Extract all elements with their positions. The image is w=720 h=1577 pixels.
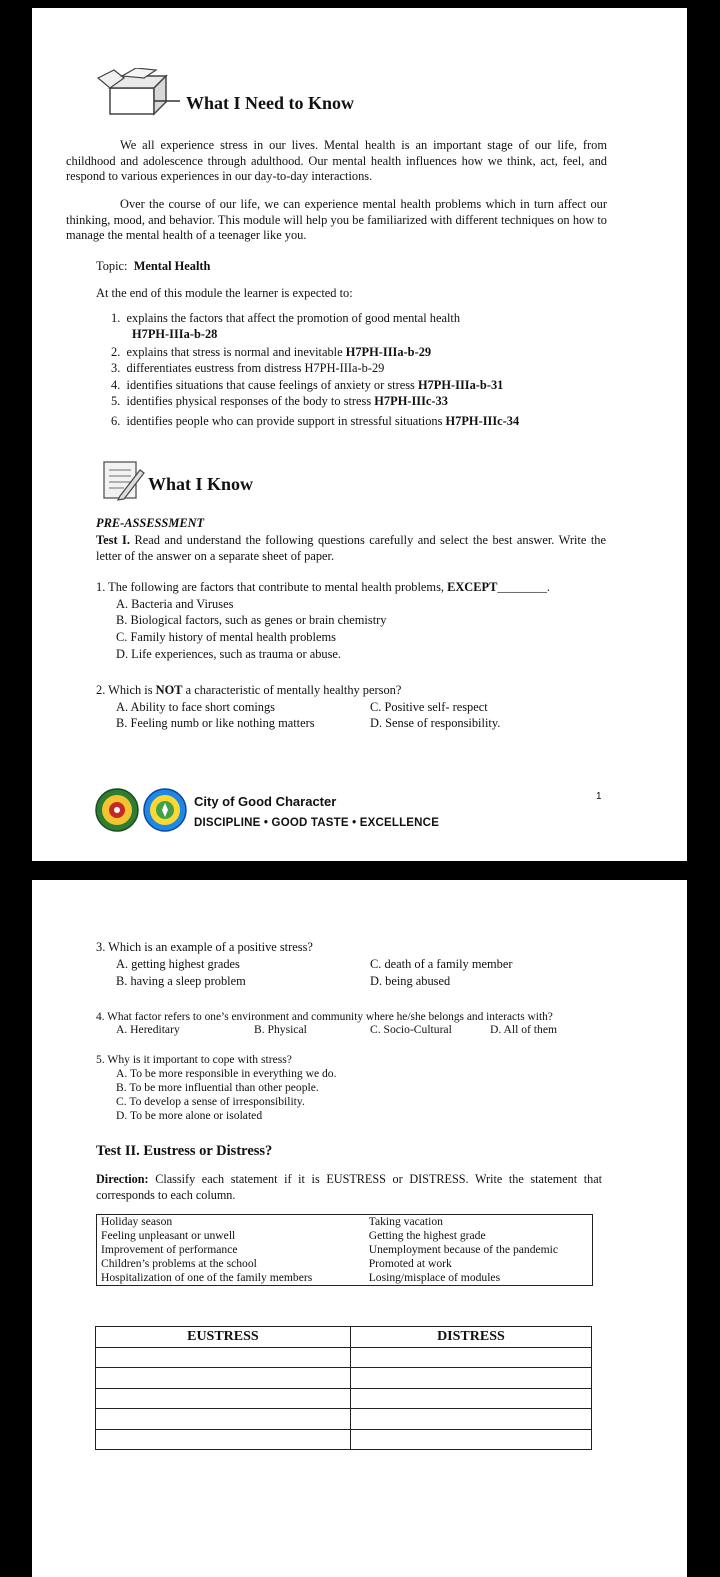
question-2-option-c: C. Positive self- respect (370, 700, 488, 714)
section-title-what-i-need-to-know: What I Need to Know (186, 93, 355, 113)
deped-seal-icon (94, 787, 140, 833)
page-number: 1 (596, 791, 602, 802)
eustress-answer-cell[interactable] (96, 1388, 351, 1409)
statement-cell: Taking vacation (368, 1215, 443, 1228)
question-4-option-b: B. Physical (254, 1023, 307, 1036)
question-5-option-a: A. To be more responsible in everything we do. (116, 1067, 337, 1080)
answer-row (96, 1388, 592, 1409)
objective-4: 4. identifies situations that cause feelings of anxiety or stress H7PH-IIIa-b-31 (111, 378, 504, 392)
question-2-option-b: B. Feeling numb or like nothing matters (116, 716, 315, 730)
eustress-answer-cell[interactable] (96, 1429, 351, 1450)
table-header-row (96, 1327, 592, 1348)
question-3-option-b: B. having a sleep problem (116, 974, 246, 988)
statement-row (97, 1257, 593, 1271)
pre-assessment-heading: PRE-ASSESSMENT (96, 516, 205, 530)
test1-instructions: Test I. Read and understand the following questions carefully and select the best answer. Write the letter of the answer on a separate sheet of paper. (96, 533, 606, 563)
answer-row (96, 1368, 592, 1389)
question-3-option-d: D. being abused (370, 974, 451, 988)
statement-row (97, 1271, 593, 1286)
question-1-option-a: A. Bacteria and Viruses (116, 597, 234, 611)
statement-cell: Holiday season (101, 1215, 173, 1228)
statement-row (97, 1215, 593, 1230)
section-title-what-i-know: What I Know (148, 474, 254, 494)
objective-3: 3. differentiates eustress from distress H7PH-IIIa-b-29 (111, 361, 385, 375)
answer-row (96, 1429, 592, 1450)
eustress-answer-cell[interactable] (96, 1368, 351, 1389)
topic-label: Topic: (96, 259, 128, 273)
question-4-option-a: A. Hereditary (116, 1023, 180, 1036)
objective-1-code: H7PH-IIIa-b-28 (132, 327, 218, 341)
question-2-option-a: A. Ability to face short comings (116, 700, 275, 714)
topic-line (96, 259, 210, 274)
test2-title: Test II. Eustress or Distress? (96, 1143, 273, 1159)
question-1-option-c: C. Family history of mental health problems (116, 630, 336, 644)
answer-row (96, 1347, 592, 1368)
test2-direction: Direction: Classify each statement if it is EUSTRESS or DISTRESS. Write the statement that corresponds to each column. (96, 1172, 603, 1202)
objectives-intro: At the end of this module the learner is expected to: (96, 286, 353, 300)
question-2-option-d: D. Sense of responsibility. (370, 716, 501, 730)
distress-answer-cell[interactable] (350, 1409, 591, 1430)
statements-table (96, 1214, 593, 1286)
eustress-distress-table (95, 1326, 592, 1450)
intro-paragraph-1: We all experience stress in our lives. Mental health is an important stage of our life, from childhood and adolescence through adulthood. Our mental health influences how we think, act, feel, and respond to various experiences in our day-to-day interactions. (66, 138, 607, 183)
eustress-answer-cell[interactable] (96, 1409, 351, 1430)
statement-row (97, 1229, 593, 1243)
answer-row (96, 1409, 592, 1430)
objective-5: 5. identifies physical responses of the body to stress H7PH-IIIc-33 (111, 394, 448, 408)
statement-cell: Children’s problems at the school (101, 1257, 257, 1270)
question-4-option-d: D. All of them (490, 1023, 557, 1036)
notepad-pencil-icon (100, 456, 146, 502)
topic-value: Mental Health (133, 259, 211, 273)
question-1-option-d: D. Life experiences, such as trauma or abuse. (116, 647, 342, 661)
distress-answer-cell[interactable] (350, 1429, 591, 1450)
question-1-stem: 1. The following are factors that contribute to mental health problems, EXCEPT________. (96, 580, 551, 594)
objective-6: 6. identifies people who can provide support in stressful situations H7PH-IIIc-34 (111, 414, 520, 428)
objective-1: 1. explains the factors that affect the promotion of good mental health (111, 311, 461, 325)
question-5-option-c: C. To develop a sense of irresponsibility. (116, 1095, 305, 1108)
statement-cell: Losing/misplace of modules (368, 1271, 501, 1284)
distress-answer-cell[interactable] (350, 1388, 591, 1409)
question-5-stem: 5. Why is it important to cope with stress? (96, 1053, 292, 1066)
question-3-option-a: A. getting highest grades (116, 957, 240, 971)
distress-answer-cell[interactable] (350, 1347, 591, 1368)
footer-motto: DISCIPLINE • GOOD TASTE • EXCELLENCE (194, 817, 440, 829)
question-5-option-b: B. To be more influential than other people. (116, 1081, 319, 1094)
question-5-option-d: D. To be more alone or isolated (116, 1109, 263, 1122)
document-page-1 (32, 8, 687, 861)
column-header-eustress: EUSTRESS (96, 1327, 351, 1348)
eustress-answer-cell[interactable] (96, 1347, 351, 1368)
objective-2: 2. explains that stress is normal and inevitable H7PH-IIIa-b-29 (111, 345, 432, 359)
question-3-stem: 3. Which is an example of a positive stress? (96, 940, 313, 954)
question-3-option-c: C. death of a family member (370, 957, 513, 971)
statement-cell: Hospitalization of one of the family members (101, 1271, 313, 1284)
question-1-option-b: B. Biological factors, such as genes or brain chemistry (116, 613, 387, 627)
statement-cell: Improvement of performance (101, 1243, 238, 1256)
open-box-icon (96, 68, 180, 118)
statement-cell: Promoted at work (368, 1257, 452, 1270)
city-seal-icon (142, 787, 188, 833)
question-4-stem: 4. What factor refers to one’s environment and community where he/she belongs and interacts with? (96, 1011, 553, 1023)
statement-cell: Getting the highest grade (368, 1229, 486, 1242)
question-2-stem: 2. Which is NOT a characteristic of mentally healthy person? (96, 683, 402, 697)
question-4-option-c: C. Socio-Cultural (370, 1023, 452, 1036)
footer-city-name: City of Good Character (194, 794, 337, 809)
intro-paragraph-2: Over the course of our life, we can experience mental health problems which in turn affect our thinking, mood, and behavior. This module will help you be familiarized with different techniques on how to manage the mental health of a teenager like you. (66, 197, 607, 242)
column-header-distress: DISTRESS (350, 1327, 591, 1348)
statement-cell: Unemployment because of the pandemic (368, 1243, 559, 1256)
statement-row (97, 1243, 593, 1257)
statement-cell: Feeling unpleasant or unwell (101, 1229, 236, 1242)
distress-answer-cell[interactable] (350, 1368, 591, 1389)
